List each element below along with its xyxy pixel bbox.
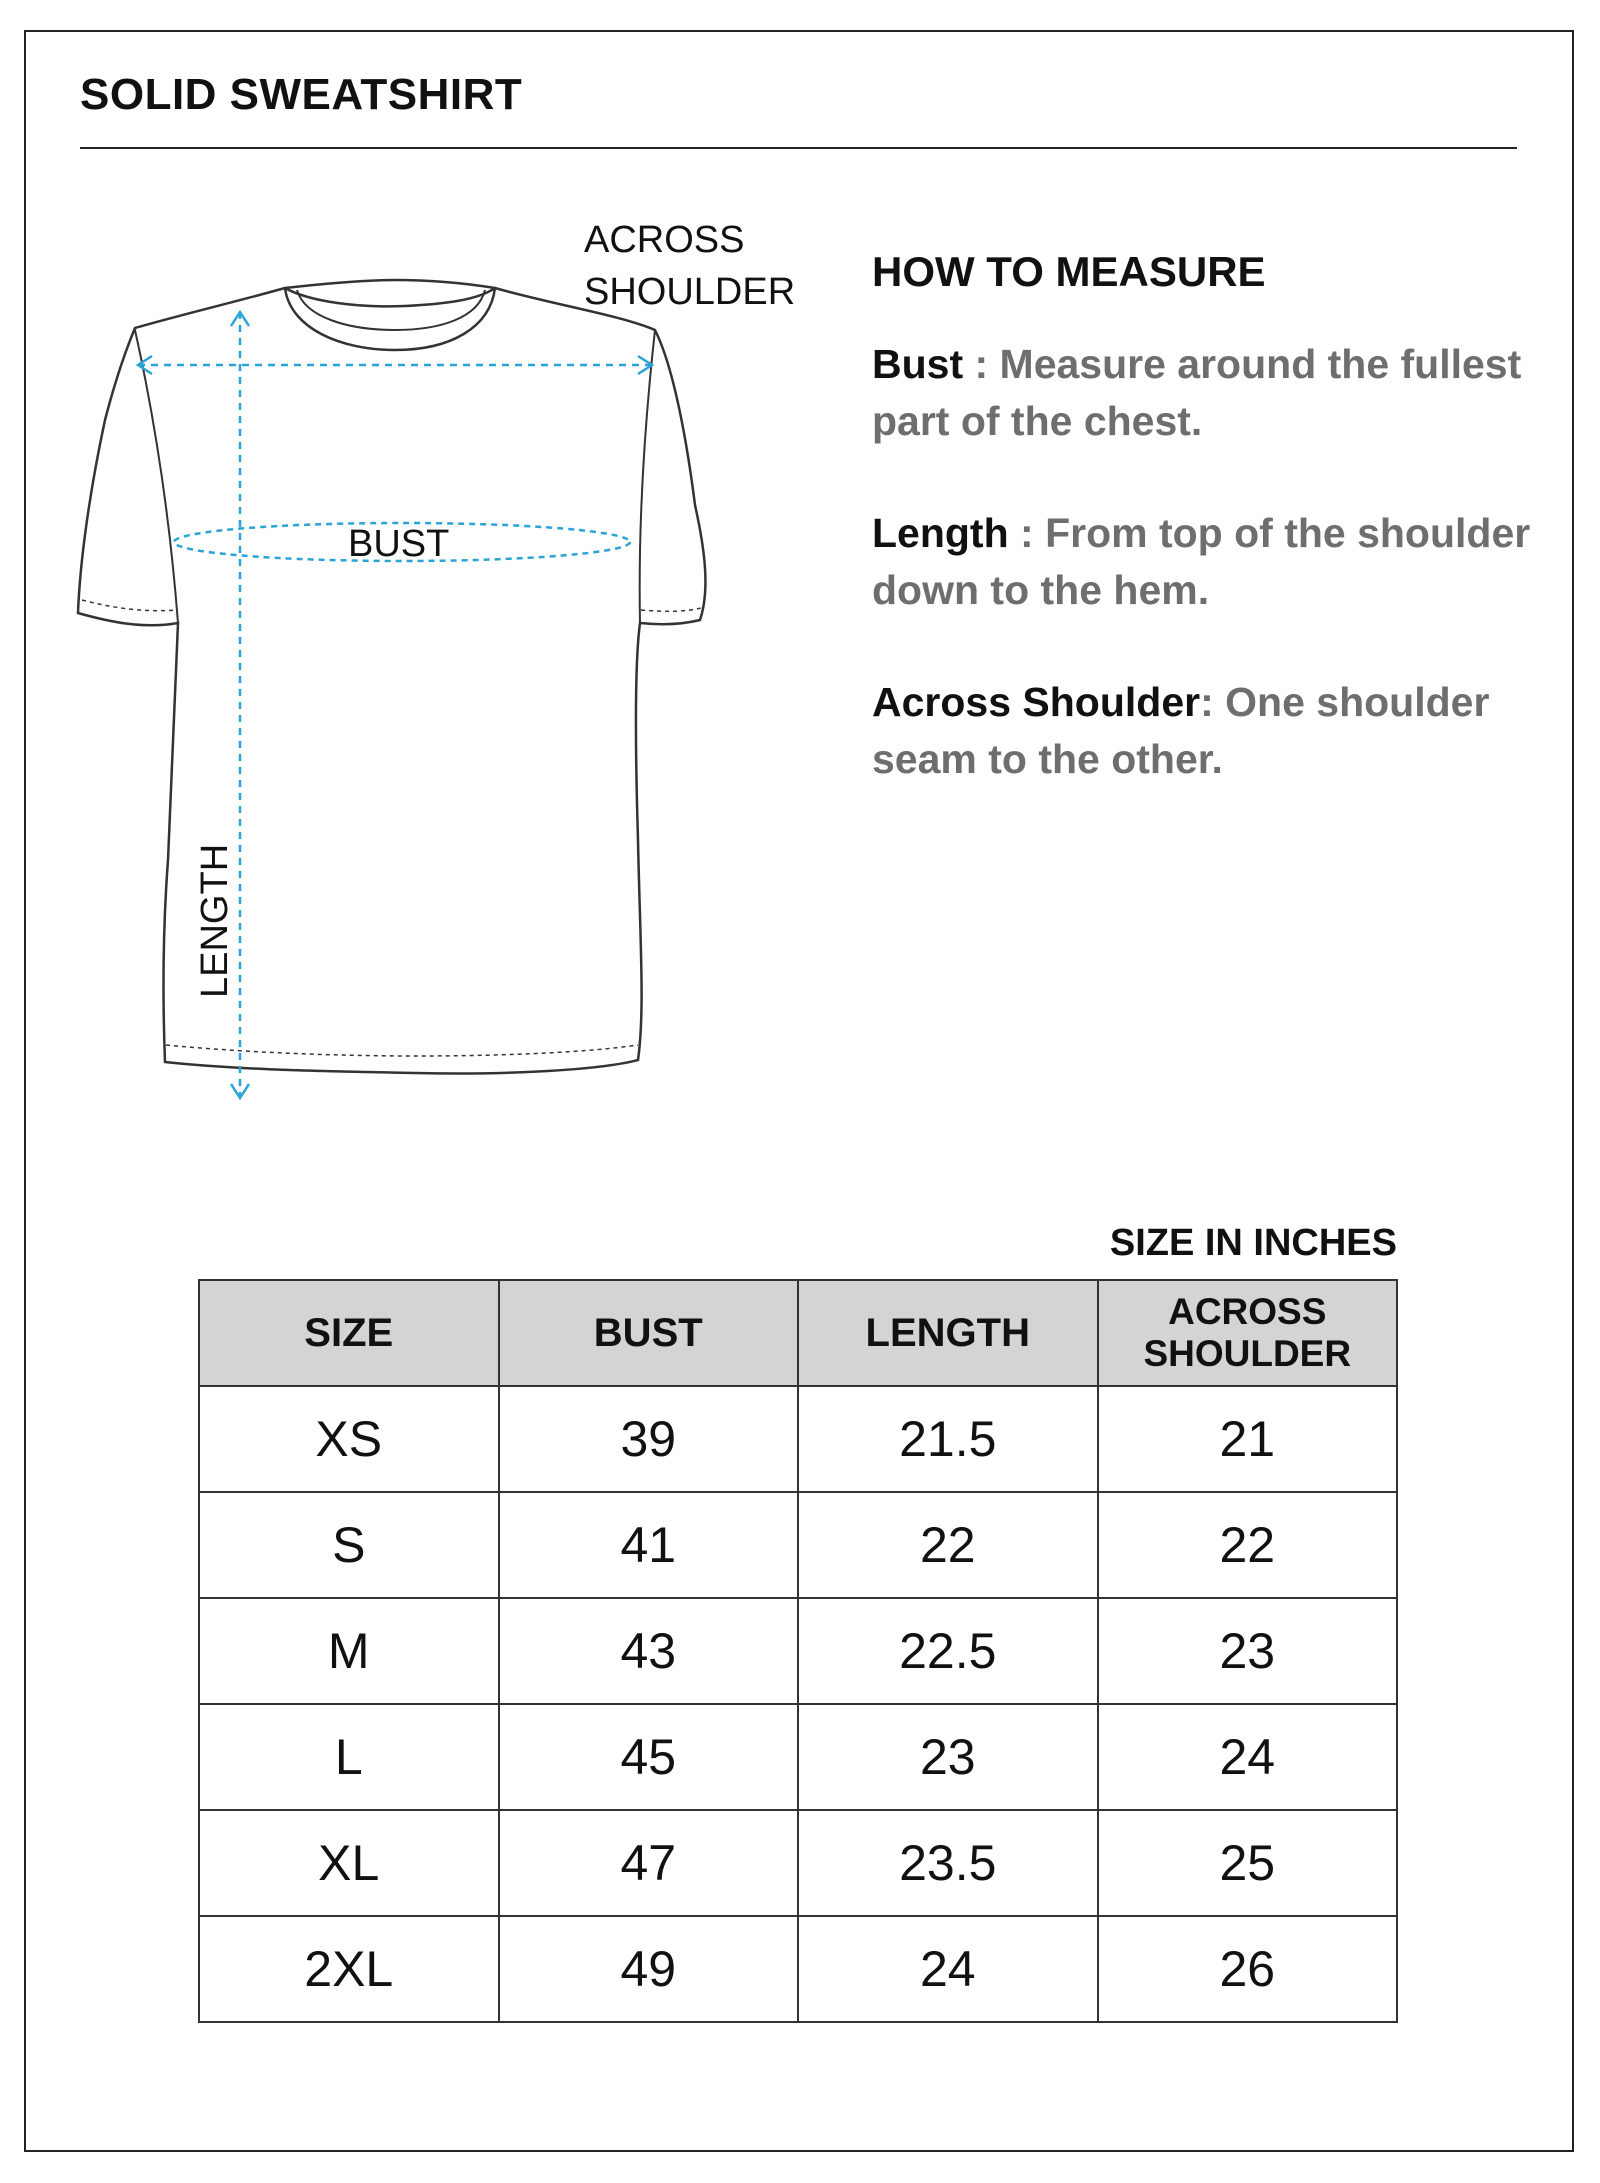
neckline-back — [285, 280, 495, 288]
table-row — [199, 1386, 1397, 1492]
how-to-measure-title: HOW TO MEASURE — [872, 248, 1266, 295]
table-row — [199, 1704, 1397, 1810]
cell-size: 2XL — [199, 1916, 499, 2022]
cell-bust: 49 — [499, 1916, 799, 2022]
cell-bust: 41 — [499, 1492, 799, 1598]
header-across-shoulder-line1: ACROSS — [1168, 1291, 1327, 1332]
cell-length: 21.5 — [798, 1386, 1098, 1492]
tshirt-measurement-diagram — [60, 220, 820, 1140]
header-size: SIZE — [199, 1280, 499, 1386]
table-row — [199, 1916, 1397, 2022]
cell-length: 22 — [798, 1492, 1098, 1598]
measure-description: From top of the shoulder down to the hem. — [872, 510, 1531, 613]
cell-across-shoulder: 25 — [1098, 1810, 1398, 1916]
header-across-shoulder — [1098, 1280, 1398, 1386]
cell-size: XL — [199, 1810, 499, 1916]
measure-separator: : — [1008, 510, 1046, 556]
measure-description: Measure around the fullest part of the chest. — [872, 341, 1522, 444]
cell-bust: 39 — [499, 1386, 799, 1492]
table-header-row — [199, 1280, 1397, 1386]
measure-term: Across Shoulder — [872, 679, 1201, 725]
cell-bust: 47 — [499, 1810, 799, 1916]
measure-instruction-across-shoulder — [872, 674, 1532, 788]
cell-bust: 43 — [499, 1598, 799, 1704]
table-row — [199, 1810, 1397, 1916]
table-row — [199, 1492, 1397, 1598]
measure-separator: : — [1200, 679, 1226, 725]
measure-term: Bust — [872, 341, 964, 387]
size-chart-table — [198, 1279, 1398, 2023]
cell-length: 23.5 — [798, 1810, 1098, 1916]
cell-across-shoulder: 24 — [1098, 1704, 1398, 1810]
header-bust: BUST — [499, 1280, 799, 1386]
cell-across-shoulder: 26 — [1098, 1916, 1398, 2022]
cell-length: 23 — [798, 1704, 1098, 1810]
how-to-measure-section — [872, 248, 1532, 843]
measure-instruction-bust — [872, 336, 1532, 450]
cell-across-shoulder: 23 — [1098, 1598, 1398, 1704]
measure-term: Length — [872, 510, 1009, 556]
page-title: SOLID SWEATSHIRT — [80, 70, 523, 119]
units-note: SIZE IN INCHES — [1109, 1222, 1397, 1264]
cell-across-shoulder: 22 — [1098, 1492, 1398, 1598]
cell-length: 24 — [798, 1916, 1098, 2022]
table-row — [199, 1598, 1397, 1704]
shoulder-label-line2: SHOULDER — [584, 271, 796, 313]
measure-separator: : — [963, 341, 1000, 387]
shoulder-label-line1: ACROSS — [584, 220, 745, 261]
measure-description: One shoulder seam to the other. — [872, 679, 1490, 782]
title-divider — [80, 147, 1517, 149]
cell-bust: 45 — [499, 1704, 799, 1810]
tshirt-illustration — [60, 220, 820, 1140]
cell-across-shoulder: 21 — [1098, 1386, 1398, 1492]
bust-label: BUST — [348, 523, 450, 565]
cell-size: XS — [199, 1386, 499, 1492]
measure-instruction-length — [872, 505, 1532, 619]
cell-size: M — [199, 1598, 499, 1704]
header-across-shoulder-line2: SHOULDER — [1143, 1333, 1352, 1374]
tshirt-outline — [78, 288, 705, 1073]
length-label: LENGTH — [194, 843, 236, 998]
header-length: LENGTH — [798, 1280, 1098, 1386]
cell-size: L — [199, 1704, 499, 1810]
cell-length: 22.5 — [798, 1598, 1098, 1704]
cell-size: S — [199, 1492, 499, 1598]
